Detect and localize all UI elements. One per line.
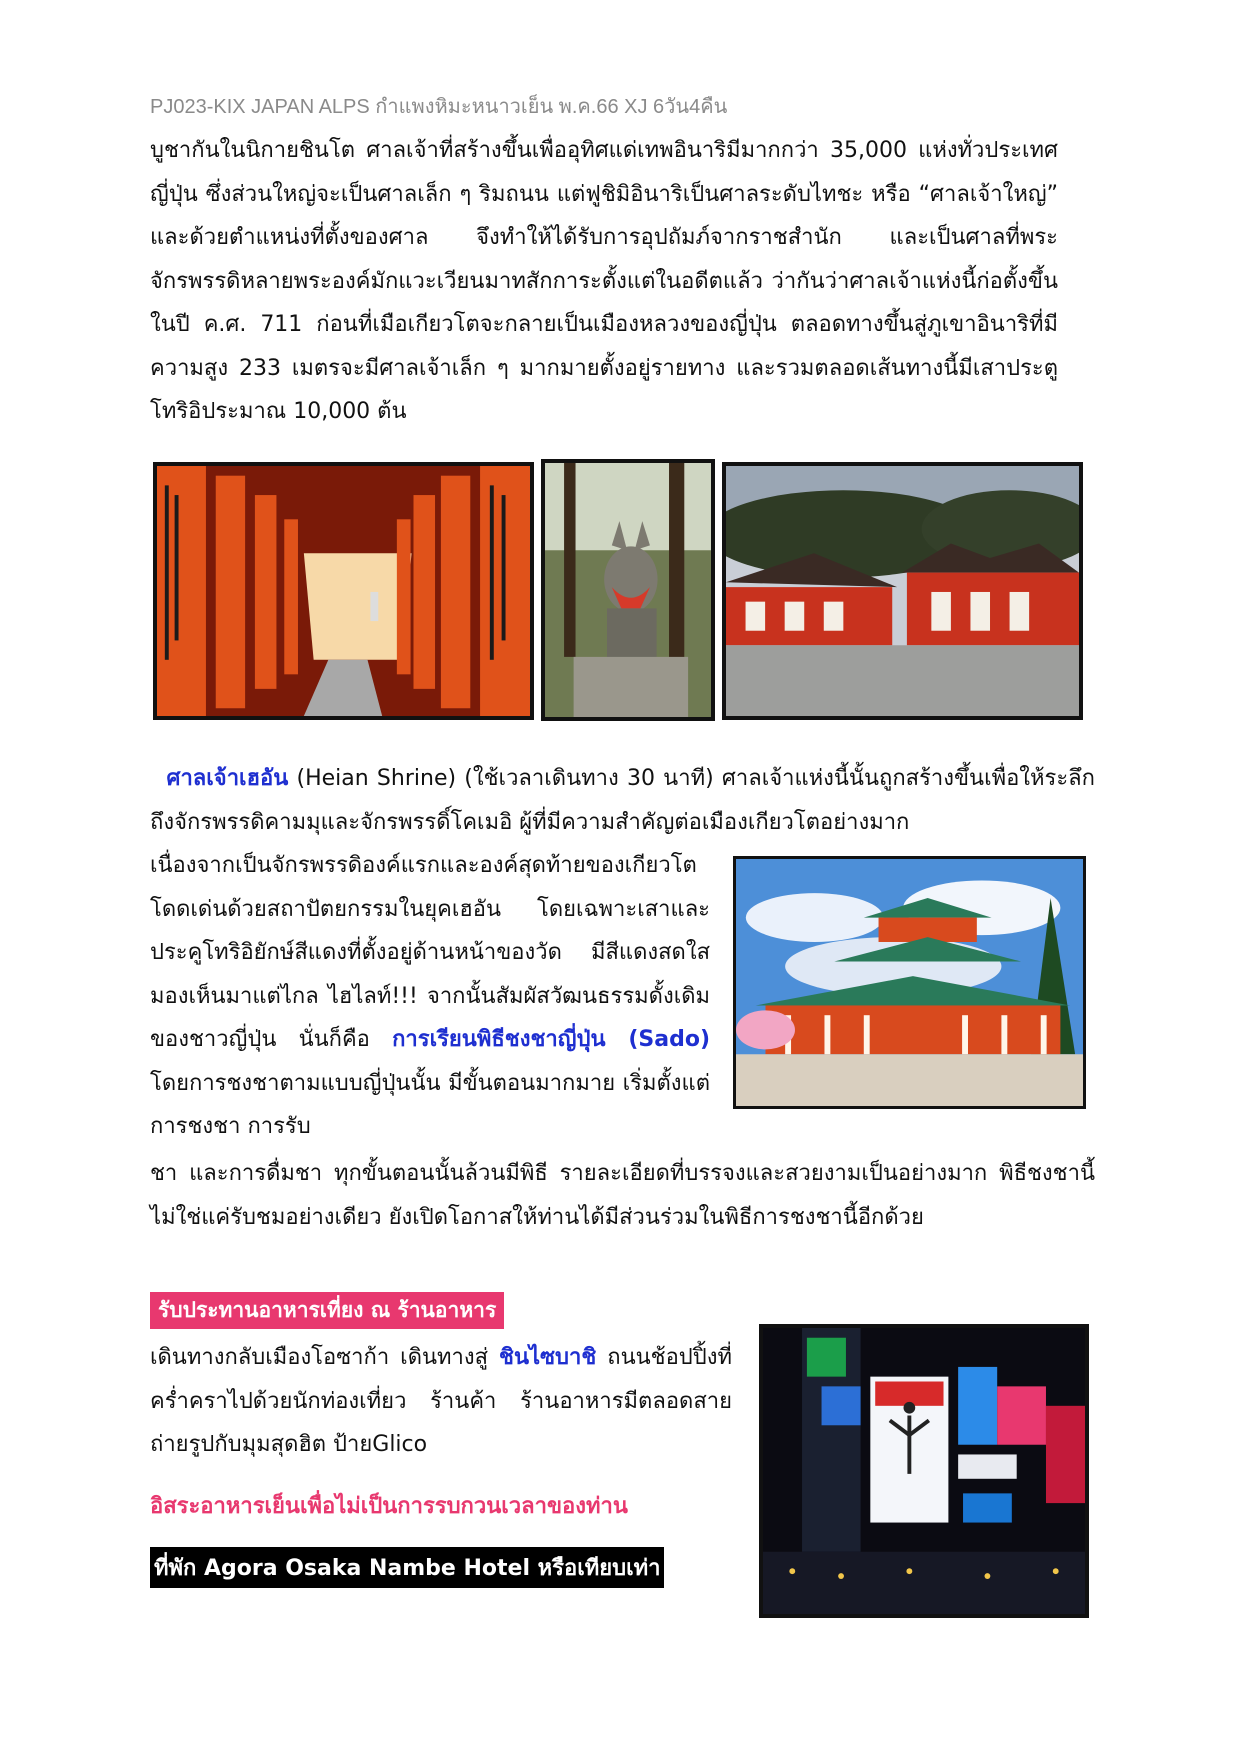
heian-bottom-text: ชา และการดื่มชา ทุกขั้นตอนนั้นล้วนมีพิธี รายละเอียดที่บรรจงและสวยงามเป็นอย่างมาก พิธีชงชานี้ ไม่ใช่แค่รับชมอย่างเดียว ยังเปิดโอกาสให้ท่านได้มีส่วนร่วมในพิธีการชงชานี้อีกด้วย bbox=[150, 1161, 1095, 1230]
shinsaibashi-link: ชินไซบาชิ bbox=[499, 1345, 597, 1370]
osaka-paragraph: เดินทางกลับเมืองโอซาก้า เดินทางสู่ ชินไซบาชิ ถนนช้อปปิ้งที่คร่ำคราไปด้วยนักท่องเที่ยว ร้านค้า ร้านอาหารมีตลอดสายถ่ายรูปกับมุมสุดฮิต ป้ายGlico bbox=[150, 1345, 732, 1457]
photo-shrine-buildings bbox=[722, 462, 1083, 720]
heian-side-text: เนื่องจากเป็นจักรพรรดิองค์แรกและองค์สุดท้ายของเกียวโต โดดเด่นด้วยสถาปัตยกรรมในยุคเฮอัน โดยเฉพาะเสาและประคูโทริอิยักษ์สีแดงที่ตั้งอยู่ด้านหน้าของวัด มีสีแดงสดใสมองเห็นมาแต่ไกล ไฮไลท์!!! จากนั้นสัมผัสวัฒนธรรมดั้งเดิมของชาวญี่ปุ่น นั่นก็คือ การเรียนพิธีชงชาญี่ปุ่น (Sado) โดยการชงชาตามแบบญี่ปุ่นนั้น มีขั้นตอนมากมาย เริ่มตั้งแต่การชงชา การรับ bbox=[150, 853, 711, 1139]
heian-intro: ศาลเจ้าเฮอัน (Heian Shrine) (ใช้เวลาเดินทาง 30 นาที) ศาลเจ้าแห่งนี้นั้นถูกสร้างขึ้นเพื่อให้ระลึกถึงจักรพรรดิคามมุและจักรพรรดิ์โคเมอิ ผู้ที่มีความสำคัญต่อเมืองเกียวโตอย่างมาก bbox=[150, 766, 1095, 835]
fushimi-paragraph: บูชากันในนิกายชินโต ศาลเจ้าที่สร้างขึ้นเพื่ออุทิศแด่เทพอินาริมีมากกว่า 35,000 แห่งทั่วประเทศญี่ปุ่น ซึ่งส่วนใหญ่จะเป็นศาลเล็ก ๆ ริมถนน แต่ฟูชิมิอินาริเป็นศาลระดับไทชะ หรือ “ศาลเจ้าใหญ่” และด้วยตำแหน่งที่ตั้งของศาล จึงทำให้ได้รับการอุปถัมภ์จากราชสำนัก และเป็นศาลที่พระจักรพรรดิหลายพระองค์มักแวะเวียนมาทสักการะตั้งแต่ในอดีตแล้ว ว่ากันว่าศาลเจ้าแห่งนี้ก่อตั้งขึ้นในปี ค.ศ. 711 ก่อนที่เมือเกียวโตจะกลายเป็นเมืองหลวงของญี่ปุ่น ตลอดทางขึ้นสู่ภูเขาอินาริที่มีความสูง 233 เมตรจะมีศาลเจ้าเล็ก ๆ มากมายตั้งอยู่รายทาง และรวมตลอดเส้นทางนี้มีเสาประตูโทริอิประมาณ 10,000 ต้น bbox=[150, 138, 1058, 424]
photo-torii-tunnel bbox=[153, 462, 534, 720]
heian-shrine-name: ศาลเจ้าเฮอัน bbox=[166, 766, 289, 791]
document-header: PJ023-KIX JAPAN ALPS กำแพงหิมะหนาวเย็น พ.ค.66 XJ 6วัน4คืน bbox=[150, 96, 728, 118]
photo-heian-shrine bbox=[733, 856, 1086, 1109]
tea-ceremony-highlight: การเรียนพิธีชงชาญี่ปุ่น (Sado) bbox=[392, 1027, 711, 1052]
photo-fox-statue bbox=[541, 459, 715, 721]
photo-dotonbori-glico bbox=[759, 1324, 1089, 1618]
hotel-label: ที่พัก Agora Osaka Nambe Hotel หรือเทียบเท่า bbox=[150, 1547, 664, 1588]
dinner-note: อิสระอาหารเย็นเพื่อไม่เป็นการรบกวนเวลาของท่าน bbox=[150, 1494, 628, 1519]
lunch-heading: รับประทานอาหารเที่ยง ณ ร้านอาหาร bbox=[150, 1292, 504, 1329]
